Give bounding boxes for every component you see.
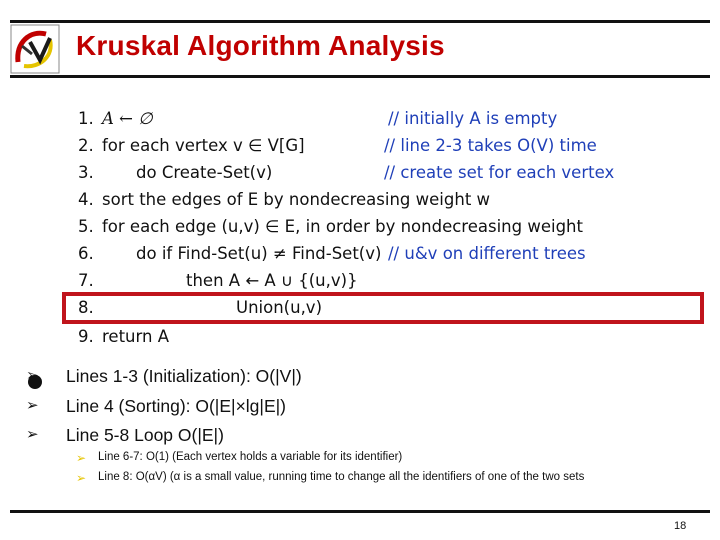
line-number: 2. [78,136,94,155]
sub-bullet-item [76,451,403,465]
title-rule [10,75,710,78]
top-rule [10,20,710,23]
line-code: do Create-Set(v) [136,163,273,182]
bottom-rule [10,510,710,513]
sub-bullet-item [76,471,585,485]
line-comment: // u&v on different trees [388,244,586,263]
line-number: 5. [78,217,94,236]
arrow-bullet-icon: ➢ [26,426,39,443]
line-code: for each vertex v ∈ V[G] [102,136,305,155]
line-number: 8. [78,298,94,317]
line-number: 3. [78,163,94,182]
line-number: 6. [78,244,94,263]
line-number: 9. [78,327,94,346]
line-code: A ← ∅ [102,109,153,128]
line-comment: // create set for each vertex [384,163,615,182]
line-8-highlight-box [62,292,704,324]
line-code: return A [102,327,169,346]
line-code: Union(u,v) [236,298,323,317]
bullet-text: Line 4 (Sorting): O(|E|×lg|E|) [66,396,287,416]
line-comment: // line 2-3 takes O(V) time [384,136,597,155]
arrow-bullet-icon: ➢ [26,367,39,384]
arrow-bullet-icon: ➢ [76,471,87,485]
line-code: do if Find-Set(u) ≠ Find-Set(v) [136,244,382,263]
bullet-text: Line 5-8 Loop O(|E|) [66,425,224,445]
arrow-bullet-icon: ➢ [76,451,87,465]
line-number: 4. [78,190,94,209]
line-comment: // initially A is empty [388,109,558,128]
line-code: for each edge (u,v) ∈ E, in order by nondecreasing weight [102,217,583,236]
sub-bullet-text: Line 6-7: O(1) (Each vertex holds a variable for its identifier) [98,451,403,463]
line-code: sort the edges of E by nondecreasing weight w [102,190,491,209]
line-code: then A ← A ∪ {(u,v)} [186,271,358,290]
line-number: 1. [78,109,94,128]
bullet-text: Lines 1-3 (Initialization): O(|V|) [66,366,302,386]
sub-bullet-text: Line 8: O(αV) (α is a small value, running time to change all the identifiers of one of the two sets [98,471,585,483]
line-number: 7. [78,271,94,290]
arrow-bullet-icon: ➢ [26,397,39,414]
slide-title: Kruskal Algorithm Analysis [76,30,445,61]
page-number: 18 [674,520,687,532]
university-logo [10,24,60,74]
